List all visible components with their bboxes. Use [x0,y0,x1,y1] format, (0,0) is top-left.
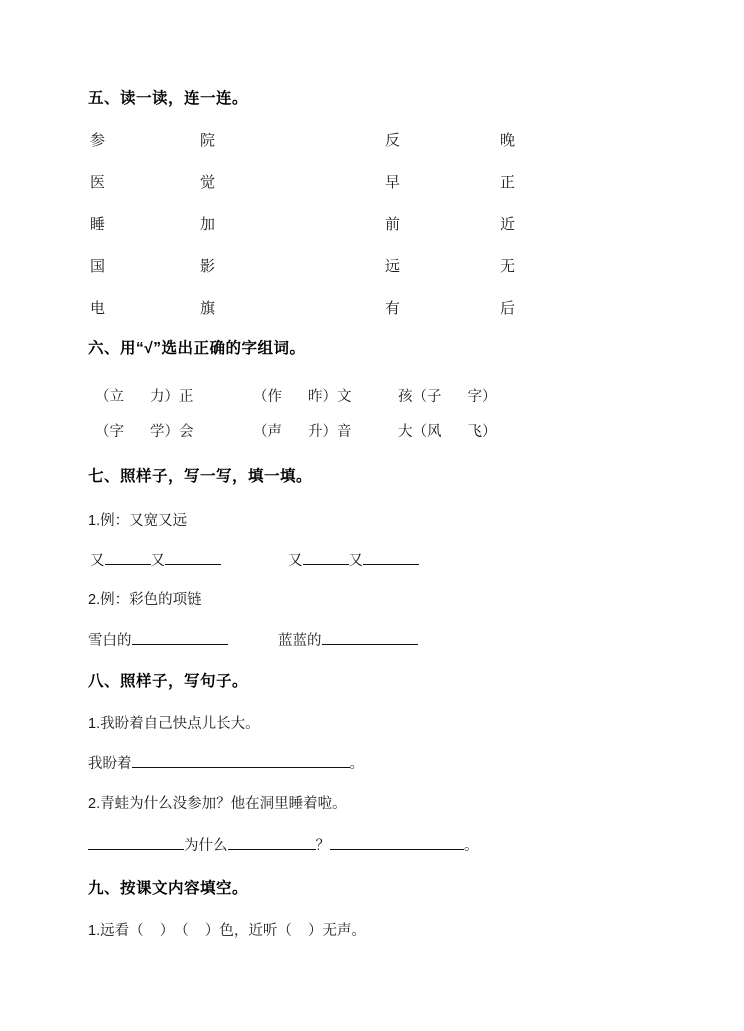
choice-prefix: 孩 [398,389,413,405]
item-number: 1. [88,716,101,732]
item-number: 1. [88,513,101,529]
choice-option-b[interactable]: 飞 [467,424,482,440]
choice-open: （ [253,389,268,405]
item-part-a: 远看 [100,923,130,939]
choice-row [253,420,352,441]
section-seven-item-2-example [88,588,202,609]
match-cell[interactable]: 院 [200,132,216,149]
match-cell[interactable]: 国 [90,258,106,275]
match-cell[interactable]: 早 [385,174,401,191]
choice-row [95,385,194,406]
choice-option-a[interactable]: 子 [427,389,442,405]
choice-group [398,385,497,406]
answer-blank[interactable] [105,550,151,566]
choice-suffix: 文 [337,389,352,405]
choice-option-b[interactable]: 昨 [308,389,323,405]
match-cell[interactable]: 后 [500,300,516,317]
choice-group [253,385,352,406]
section-seven-heading: 七、照样子，写一写，填一填。 [88,468,313,485]
choice-option-b[interactable]: 学 [150,424,165,440]
section-eight-item-1-example [88,712,260,733]
match-cell[interactable]: 远 [385,258,401,275]
item-part-c: 无声。 [322,923,366,939]
answer-blank[interactable] [88,835,184,851]
match-cell[interactable]: 参 [90,132,106,149]
choice-open: （ [412,389,427,405]
match-cell[interactable]: 影 [200,258,216,275]
section-eight-heading: 八、照样子，写句子。 [88,673,249,690]
example-label: 例： [100,513,130,529]
match-cell[interactable]: 觉 [200,174,216,191]
answer-prefix: 我盼着 [88,756,132,772]
section-eight-item-1-answer [88,752,364,773]
choice-suffix: 会 [179,424,194,440]
section-five-heading: 五、读一读，连一连。 [88,90,249,107]
choice-prefix: 大 [398,424,413,440]
match-cell[interactable]: 近 [500,216,516,233]
choice-group [398,420,497,441]
section-six-heading: 六、用“√”选出正确的字组词。 [88,340,306,357]
section-nine-heading: 九、按课文内容填空。 [88,880,249,897]
choice-group [95,420,194,441]
answer-mid: 又 [150,553,165,569]
answer-blank[interactable] [132,753,350,769]
choice-open: （ [95,389,110,405]
choice-row [253,385,352,406]
choice-row [398,420,497,441]
example-text: 青蛙为什么没参加？他在洞里睡着啦。 [100,796,347,812]
choice-option-a[interactable]: 风 [427,424,442,440]
choice-option-a[interactable]: 字 [109,424,124,440]
choice-row [398,385,497,406]
answer-suffix: 。 [464,838,479,854]
answer-blank[interactable] [132,630,228,646]
choice-open: （ [95,424,110,440]
choice-close: ） [322,424,337,440]
choice-option-b[interactable]: 升 [308,424,323,440]
match-cell[interactable]: 有 [385,300,401,317]
section-nine-item-1 [88,919,366,940]
answer-blank[interactable] [330,835,464,851]
choice-option-a[interactable]: 立 [109,389,124,405]
answer-qmark: ？ [315,838,330,854]
answer-prefix: 雪白的 [88,633,132,649]
section-seven-item-1-example [88,509,187,530]
choice-option-a[interactable]: 作 [267,389,282,405]
answer-blank[interactable] [228,835,316,851]
match-cell[interactable]: 无 [500,258,516,275]
choice-close: ） [482,424,497,440]
section-seven-item-1-answer-b [288,549,419,570]
match-cell[interactable]: 电 [90,300,106,317]
answer-prefix: 又 [90,553,105,569]
choice-suffix: 正 [179,389,194,405]
answer-paren[interactable]: （ ） [129,923,175,939]
match-cell[interactable]: 旗 [200,300,216,317]
choice-open: （ [412,424,427,440]
example-text: 又宽又远 [129,513,188,529]
section-eight-item-2-example [88,792,347,813]
choice-close: ） [164,389,179,405]
match-cell[interactable]: 加 [200,216,216,233]
answer-prefix: 又 [288,553,303,569]
answer-mid: 为什么 [184,838,228,854]
choice-close: ） [322,389,337,405]
example-label: 例： [100,592,130,608]
answer-prefix: 蓝蓝的 [278,633,322,649]
answer-mid: 又 [348,553,363,569]
choice-option-a[interactable]: 声 [267,424,282,440]
answer-suffix: 。 [349,756,364,772]
choice-option-b[interactable]: 字 [467,389,482,405]
example-text: 我盼着自己快点儿长大。 [100,716,260,732]
match-cell[interactable]: 正 [500,174,516,191]
match-cell[interactable]: 前 [385,216,401,233]
choice-group [253,420,352,441]
choice-option-b[interactable]: 力 [150,389,165,405]
match-cell[interactable]: 反 [385,132,401,149]
item-number: 2. [88,796,101,812]
choice-open: （ [253,424,268,440]
example-text: 彩色的项链 [129,592,202,608]
match-cell[interactable]: 晚 [500,132,516,149]
answer-blank[interactable] [322,630,418,646]
choice-close: ） [164,424,179,440]
item-number: 2. [88,592,101,608]
section-eight-item-2-answer [88,834,479,855]
section-seven-item-2-answer-b [278,629,418,650]
answer-paren[interactable]: （ ） [174,923,220,939]
choice-suffix: 音 [337,424,352,440]
section-seven-item-1-answer-a [90,549,221,570]
match-cell[interactable]: 睡 [90,216,106,233]
choice-group [95,385,194,406]
item-number: 1. [88,923,101,939]
item-part-b: 色，近听 [219,923,278,939]
section-seven-item-2-answer-a [88,629,228,650]
choice-row [95,420,194,441]
answer-blank[interactable] [303,550,349,566]
choice-close: ） [482,389,497,405]
answer-blank[interactable] [363,550,419,566]
answer-paren[interactable]: （ ） [277,923,323,939]
answer-blank[interactable] [165,550,221,566]
match-cell[interactable]: 医 [90,174,106,191]
